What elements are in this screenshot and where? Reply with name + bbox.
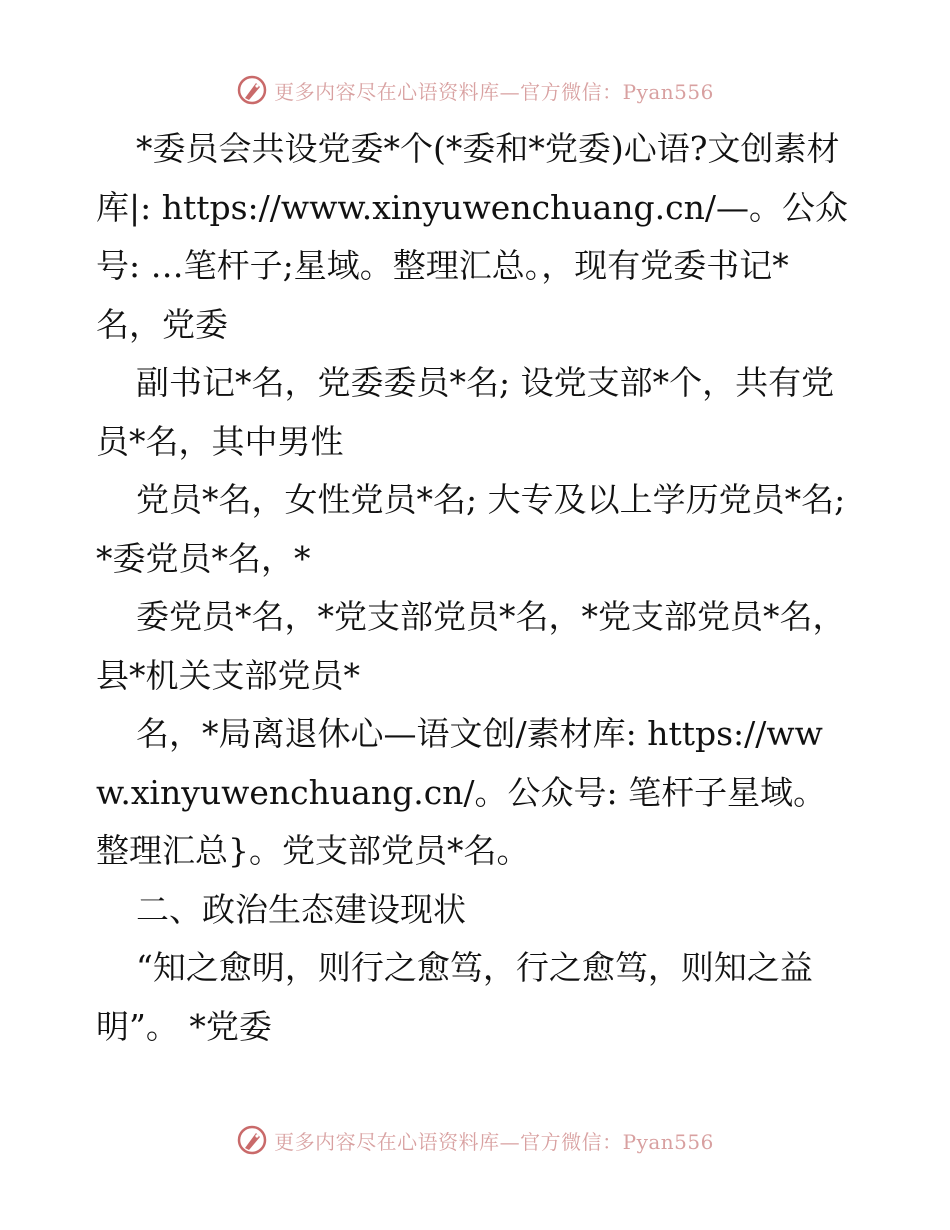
pen-nib-logo-icon [236,1124,268,1156]
paragraph: 副书记*名，党委委员*名; 设党支部*个，共有党员*名，其中男性 [96,363,835,461]
pen-nib-logo-icon [236,74,268,106]
footer-watermark [0,1120,950,1160]
paragraph: “知之愈明，则行之愈笃，行之愈笃，则知之益明”。 *党委 [96,948,813,1046]
paragraph: 党员*名，女性党员*名; 大专及以上学历党员*名; *委党员*名，* [96,480,856,578]
document-body [96,120,856,1056]
header-watermark [0,70,950,110]
paragraph: 名，*局离退休心—语文创/素材库: https://www.xinyuwenchuang.cn/。公众号: 笔杆子星域。整理汇总}。党支部党员*名。 [96,714,827,870]
paragraph: *委员会共设党委*个(*委和*党委)心语?文创素材库|: https://www.xinyuwenchuang.cn/—。公众号: …笔杆子;星域。整理汇总。，现有党委书记* 名，党委 [96,129,848,344]
paragraph: 委党员*名，*党支部党员*名，*党支部党员*名，县*机关支部党员* [96,597,846,695]
footer-banner-text: 更多内容尽在心语资料库—官方微信：Pyan556 [274,1129,714,1154]
header-banner-text: 更多内容尽在心语资料库—官方微信：Pyan556 [274,79,714,104]
section-heading: 二、政治生态建设现状 [136,889,466,929]
